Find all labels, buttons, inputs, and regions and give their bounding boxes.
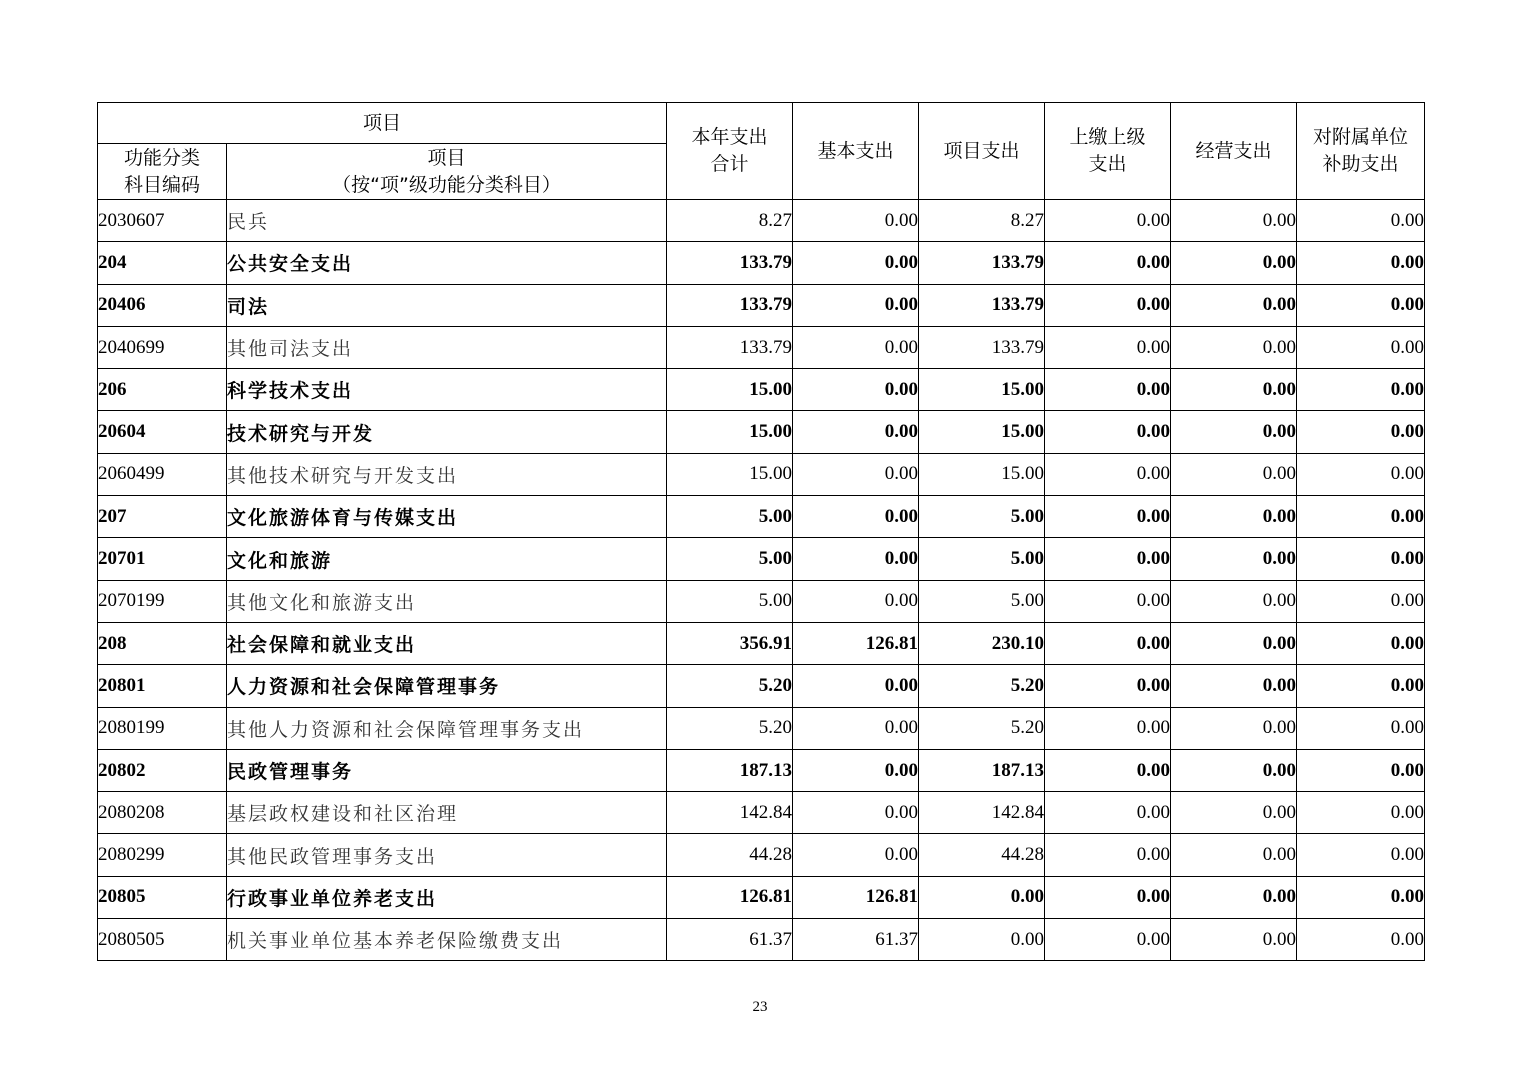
subject-name: 其他司法支出 xyxy=(227,326,667,368)
business-value: 0.00 xyxy=(1171,369,1297,411)
total-value: 44.28 xyxy=(667,834,793,876)
subject-code: 207 xyxy=(98,496,227,538)
superior-value: 0.00 xyxy=(1045,707,1171,749)
total-value: 15.00 xyxy=(667,453,793,495)
project-value: 15.00 xyxy=(919,453,1045,495)
business-value: 0.00 xyxy=(1171,411,1297,453)
subject-name: 民政管理事务 xyxy=(227,749,667,791)
project-value: 8.27 xyxy=(919,200,1045,242)
table-row xyxy=(98,369,1425,411)
total-value: 5.00 xyxy=(667,538,793,580)
superior-value: 0.00 xyxy=(1045,792,1171,834)
project-value: 0.00 xyxy=(919,876,1045,918)
superior-value: 0.00 xyxy=(1045,411,1171,453)
subsidiary-value: 0.00 xyxy=(1297,707,1425,749)
subsidiary-value: 0.00 xyxy=(1297,326,1425,368)
superior-value: 0.00 xyxy=(1045,284,1171,326)
table-row xyxy=(98,749,1425,791)
header-name: 项目 （按“项”级功能分类科目） xyxy=(227,144,667,200)
business-value: 0.00 xyxy=(1171,242,1297,284)
basic-value: 0.00 xyxy=(793,496,919,538)
basic-value: 0.00 xyxy=(793,242,919,284)
table-header xyxy=(98,103,1425,200)
header-subsidiary: 对附属单位 补助支出 xyxy=(1297,103,1425,200)
basic-value: 0.00 xyxy=(793,326,919,368)
project-value: 5.00 xyxy=(919,496,1045,538)
total-value: 133.79 xyxy=(667,326,793,368)
subject-name: 行政事业单位养老支出 xyxy=(227,876,667,918)
superior-value: 0.00 xyxy=(1045,876,1171,918)
table-row xyxy=(98,876,1425,918)
project-value: 5.20 xyxy=(919,665,1045,707)
subsidiary-value: 0.00 xyxy=(1297,453,1425,495)
business-value: 0.00 xyxy=(1171,284,1297,326)
header-superior: 上缴上级 支出 xyxy=(1045,103,1171,200)
subsidiary-value: 0.00 xyxy=(1297,749,1425,791)
basic-value: 0.00 xyxy=(793,200,919,242)
subsidiary-value: 0.00 xyxy=(1297,834,1425,876)
basic-value: 0.00 xyxy=(793,369,919,411)
table-row xyxy=(98,834,1425,876)
table-row xyxy=(98,792,1425,834)
subject-code: 2070199 xyxy=(98,580,227,622)
project-value: 5.00 xyxy=(919,538,1045,580)
business-value: 0.00 xyxy=(1171,707,1297,749)
total-value: 5.00 xyxy=(667,496,793,538)
table-row xyxy=(98,919,1425,961)
business-value: 0.00 xyxy=(1171,326,1297,368)
header-code: 功能分类 科目编码 xyxy=(98,144,227,200)
total-value: 61.37 xyxy=(667,919,793,961)
superior-value: 0.00 xyxy=(1045,834,1171,876)
project-value: 142.84 xyxy=(919,792,1045,834)
total-value: 5.20 xyxy=(667,707,793,749)
subject-code: 2080199 xyxy=(98,707,227,749)
basic-value: 0.00 xyxy=(793,749,919,791)
subject-code: 2040699 xyxy=(98,326,227,368)
basic-value: 61.37 xyxy=(793,919,919,961)
business-value: 0.00 xyxy=(1171,919,1297,961)
project-value: 187.13 xyxy=(919,749,1045,791)
subject-code: 20805 xyxy=(98,876,227,918)
subject-code: 2030607 xyxy=(98,200,227,242)
basic-value: 126.81 xyxy=(793,622,919,664)
basic-value: 0.00 xyxy=(793,665,919,707)
subject-code: 204 xyxy=(98,242,227,284)
business-value: 0.00 xyxy=(1171,876,1297,918)
subject-name: 机关事业单位基本养老保险缴费支出 xyxy=(227,919,667,961)
subject-name: 技术研究与开发 xyxy=(227,411,667,453)
superior-value: 0.00 xyxy=(1045,665,1171,707)
table-row xyxy=(98,707,1425,749)
subject-name: 其他技术研究与开发支出 xyxy=(227,453,667,495)
project-value: 44.28 xyxy=(919,834,1045,876)
superior-value: 0.00 xyxy=(1045,453,1171,495)
superior-value: 0.00 xyxy=(1045,242,1171,284)
subsidiary-value: 0.00 xyxy=(1297,876,1425,918)
superior-value: 0.00 xyxy=(1045,496,1171,538)
total-value: 126.81 xyxy=(667,876,793,918)
subject-code: 2080299 xyxy=(98,834,227,876)
subject-name: 其他民政管理事务支出 xyxy=(227,834,667,876)
table-row xyxy=(98,580,1425,622)
business-value: 0.00 xyxy=(1171,538,1297,580)
subsidiary-value: 0.00 xyxy=(1297,792,1425,834)
subject-code: 206 xyxy=(98,369,227,411)
subsidiary-value: 0.00 xyxy=(1297,242,1425,284)
project-value: 5.20 xyxy=(919,707,1045,749)
project-value: 5.00 xyxy=(919,580,1045,622)
superior-value: 0.00 xyxy=(1045,919,1171,961)
total-value: 142.84 xyxy=(667,792,793,834)
table-row xyxy=(98,622,1425,664)
subject-name: 民兵 xyxy=(227,200,667,242)
business-value: 0.00 xyxy=(1171,200,1297,242)
subject-code: 20406 xyxy=(98,284,227,326)
table-row xyxy=(98,453,1425,495)
subject-name: 司法 xyxy=(227,284,667,326)
project-value: 15.00 xyxy=(919,369,1045,411)
table-row xyxy=(98,326,1425,368)
subsidiary-value: 0.00 xyxy=(1297,919,1425,961)
subject-name: 公共安全支出 xyxy=(227,242,667,284)
subject-code: 20701 xyxy=(98,538,227,580)
business-value: 0.00 xyxy=(1171,749,1297,791)
superior-value: 0.00 xyxy=(1045,200,1171,242)
table-row xyxy=(98,200,1425,242)
subsidiary-value: 0.00 xyxy=(1297,622,1425,664)
superior-value: 0.00 xyxy=(1045,622,1171,664)
basic-value: 0.00 xyxy=(793,411,919,453)
subject-code: 20604 xyxy=(98,411,227,453)
table-row xyxy=(98,242,1425,284)
subject-name: 人力资源和社会保障管理事务 xyxy=(227,665,667,707)
business-value: 0.00 xyxy=(1171,792,1297,834)
basic-value: 0.00 xyxy=(793,538,919,580)
superior-value: 0.00 xyxy=(1045,369,1171,411)
table-row xyxy=(98,665,1425,707)
basic-value: 0.00 xyxy=(793,453,919,495)
subject-code: 20801 xyxy=(98,665,227,707)
expenditure-table xyxy=(97,102,1425,961)
total-value: 8.27 xyxy=(667,200,793,242)
superior-value: 0.00 xyxy=(1045,749,1171,791)
subject-name: 基层政权建设和社区治理 xyxy=(227,792,667,834)
business-value: 0.00 xyxy=(1171,580,1297,622)
subject-code: 20802 xyxy=(98,749,227,791)
header-project: 项目支出 xyxy=(919,103,1045,200)
header-business: 经营支出 xyxy=(1171,103,1297,200)
basic-value: 126.81 xyxy=(793,876,919,918)
header-total: 本年支出 合计 xyxy=(667,103,793,200)
page-number: 23 xyxy=(752,999,768,1015)
total-value: 5.20 xyxy=(667,665,793,707)
business-value: 0.00 xyxy=(1171,622,1297,664)
business-value: 0.00 xyxy=(1171,665,1297,707)
subject-code: 2080505 xyxy=(98,919,227,961)
subsidiary-value: 0.00 xyxy=(1297,496,1425,538)
business-value: 0.00 xyxy=(1171,453,1297,495)
table-row xyxy=(98,284,1425,326)
project-value: 0.00 xyxy=(919,919,1045,961)
total-value: 187.13 xyxy=(667,749,793,791)
header-basic: 基本支出 xyxy=(793,103,919,200)
subsidiary-value: 0.00 xyxy=(1297,580,1425,622)
table-row xyxy=(98,411,1425,453)
subsidiary-value: 0.00 xyxy=(1297,284,1425,326)
total-value: 356.91 xyxy=(667,622,793,664)
subject-name: 其他文化和旅游支出 xyxy=(227,580,667,622)
project-value: 133.79 xyxy=(919,242,1045,284)
basic-value: 0.00 xyxy=(793,834,919,876)
subsidiary-value: 0.00 xyxy=(1297,200,1425,242)
business-value: 0.00 xyxy=(1171,834,1297,876)
subsidiary-value: 0.00 xyxy=(1297,538,1425,580)
table-row xyxy=(98,538,1425,580)
subject-name: 社会保障和就业支出 xyxy=(227,622,667,664)
project-value: 230.10 xyxy=(919,622,1045,664)
business-value: 0.00 xyxy=(1171,496,1297,538)
basic-value: 0.00 xyxy=(793,792,919,834)
subject-name: 科学技术支出 xyxy=(227,369,667,411)
subject-code: 2060499 xyxy=(98,453,227,495)
project-value: 15.00 xyxy=(919,411,1045,453)
subsidiary-value: 0.00 xyxy=(1297,411,1425,453)
table-row xyxy=(98,496,1425,538)
project-value: 133.79 xyxy=(919,326,1045,368)
total-value: 133.79 xyxy=(667,242,793,284)
basic-value: 0.00 xyxy=(793,707,919,749)
superior-value: 0.00 xyxy=(1045,538,1171,580)
subject-name: 其他人力资源和社会保障管理事务支出 xyxy=(227,707,667,749)
project-value: 133.79 xyxy=(919,284,1045,326)
subject-code: 208 xyxy=(98,622,227,664)
superior-value: 0.00 xyxy=(1045,580,1171,622)
superior-value: 0.00 xyxy=(1045,326,1171,368)
subject-code: 2080208 xyxy=(98,792,227,834)
total-value: 15.00 xyxy=(667,369,793,411)
subject-name: 文化旅游体育与传媒支出 xyxy=(227,496,667,538)
subsidiary-value: 0.00 xyxy=(1297,665,1425,707)
basic-value: 0.00 xyxy=(793,580,919,622)
total-value: 15.00 xyxy=(667,411,793,453)
total-value: 133.79 xyxy=(667,284,793,326)
basic-value: 0.00 xyxy=(793,284,919,326)
table-body xyxy=(98,200,1425,961)
subsidiary-value: 0.00 xyxy=(1297,369,1425,411)
subject-name: 文化和旅游 xyxy=(227,538,667,580)
header-item-group: 项目 xyxy=(98,103,667,144)
total-value: 5.00 xyxy=(667,580,793,622)
